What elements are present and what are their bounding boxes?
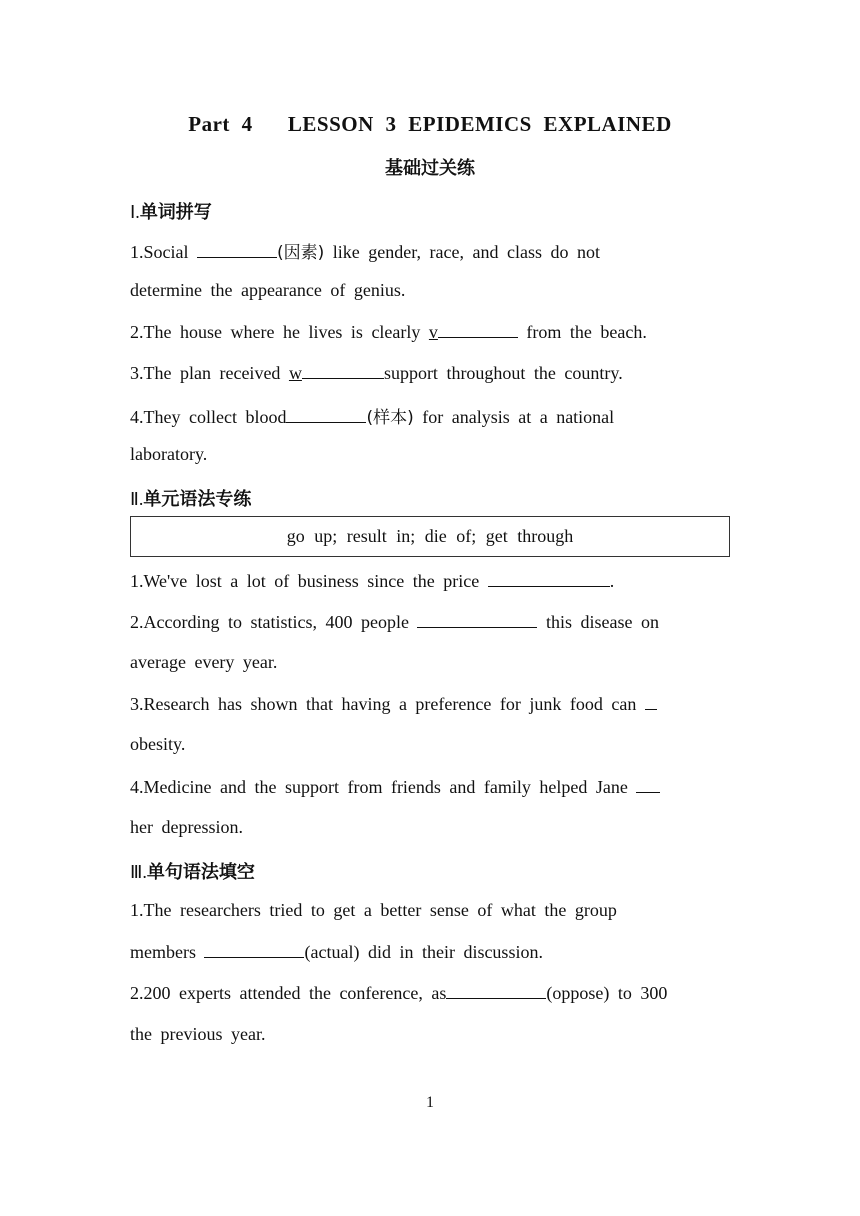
s2-item-3-cont: obesity.: [130, 734, 186, 754]
s3-item-2-text-end: to 300: [609, 983, 668, 1003]
s1-item-1-cont: determine the appearance of genius.: [130, 280, 406, 300]
s2-item-1: [130, 570, 614, 592]
answer-blank[interactable]: [417, 611, 537, 628]
s1-item-2-letter: v: [428, 322, 438, 342]
s1-item-2-text: 2.The house where he lives is clearly: [130, 322, 429, 342]
s1-item-2-text-end: from the beach.: [517, 322, 647, 342]
s3-item-2: [130, 982, 667, 1004]
page-number: 1: [426, 1094, 434, 1111]
page-title: Part 4 LESSON 3 EPIDEMICS EXPLAINED: [188, 112, 672, 136]
s1-item-1: [130, 238, 600, 263]
page-subtitle: 基础过关练: [385, 158, 475, 179]
s2-item-2-cont: average every year.: [130, 652, 278, 672]
answer-blank[interactable]: [197, 241, 277, 258]
answer-blank[interactable]: [446, 982, 546, 999]
answer-blank[interactable]: [286, 406, 366, 423]
s2-item-4: [130, 776, 660, 798]
s3-item-2-cont: the previous year.: [130, 1024, 266, 1044]
answer-blank[interactable]: [204, 941, 304, 958]
s1-item-4-hint: (样本): [366, 408, 414, 428]
s3-item-1-text: members: [130, 942, 205, 962]
word-bank-box: go up; result in; die of; get through: [130, 516, 730, 557]
s2-item-4-text: 4.Medicine and the support from friends and family helped Jane: [130, 777, 637, 797]
section-2-heading: [130, 485, 251, 511]
s2-item-4-cont: her depression.: [130, 817, 243, 837]
s1-item-1-hint: (因素): [277, 243, 325, 263]
answer-blank[interactable]: [438, 321, 518, 338]
s2-item-1-text: 1.We've lost a lot of business since the price: [130, 571, 488, 591]
s2-item-3-text: 3.Research has shown that having a preference for junk food can: [130, 694, 645, 714]
section-3-label: 单句语法填空: [146, 862, 255, 883]
s1-item-3: [130, 362, 623, 384]
s1-item-4-text: 4.They collect blood: [130, 407, 287, 427]
section-1-numeral: Ⅰ.: [130, 202, 140, 222]
section-3-heading: [130, 858, 255, 884]
s2-item-2-text-end: this disease on: [537, 612, 659, 632]
s3-item-1-cont: [130, 941, 543, 963]
s1-item-3-text-end: support throughout the country.: [383, 363, 623, 383]
s2-item-1-text-end: .: [609, 571, 615, 591]
s3-item-1: 1.The researchers tried to get a better sense of what the group: [130, 900, 617, 920]
answer-blank[interactable]: [636, 776, 660, 793]
s1-item-4-cont: laboratory.: [130, 444, 208, 464]
answer-blank[interactable]: [645, 693, 657, 710]
section-1-heading: [130, 198, 212, 224]
answer-blank[interactable]: [302, 362, 384, 379]
section-1-label: 单词拼写: [139, 202, 212, 223]
s1-item-1-text: 1.Social: [130, 242, 197, 262]
s2-item-2: [130, 611, 659, 633]
s1-item-4: [130, 403, 614, 428]
s1-item-3-text: 3.The plan received: [130, 363, 289, 383]
s3-item-2-text: 2.200 experts attended the conference, as: [130, 983, 447, 1003]
s3-item-2-hint: (oppose): [546, 983, 610, 1003]
s1-item-1-text-end: like gender, race, and class do not: [324, 242, 600, 262]
s2-item-3: [130, 693, 657, 715]
answer-blank[interactable]: [488, 570, 610, 587]
s1-item-3-letter: w: [288, 363, 302, 383]
section-2-numeral: Ⅱ.: [130, 489, 144, 509]
s1-item-2: [130, 321, 647, 343]
section-3-numeral: Ⅲ.: [130, 862, 147, 882]
section-2-label: 单元语法专练: [143, 489, 252, 510]
s3-item-1-text-end: did in their discussion.: [359, 942, 543, 962]
s2-item-2-text: 2.According to statistics, 400 people: [130, 612, 418, 632]
s3-item-1-hint: (actual): [304, 942, 360, 962]
s1-item-4-text-end: for analysis at a national: [413, 407, 615, 427]
